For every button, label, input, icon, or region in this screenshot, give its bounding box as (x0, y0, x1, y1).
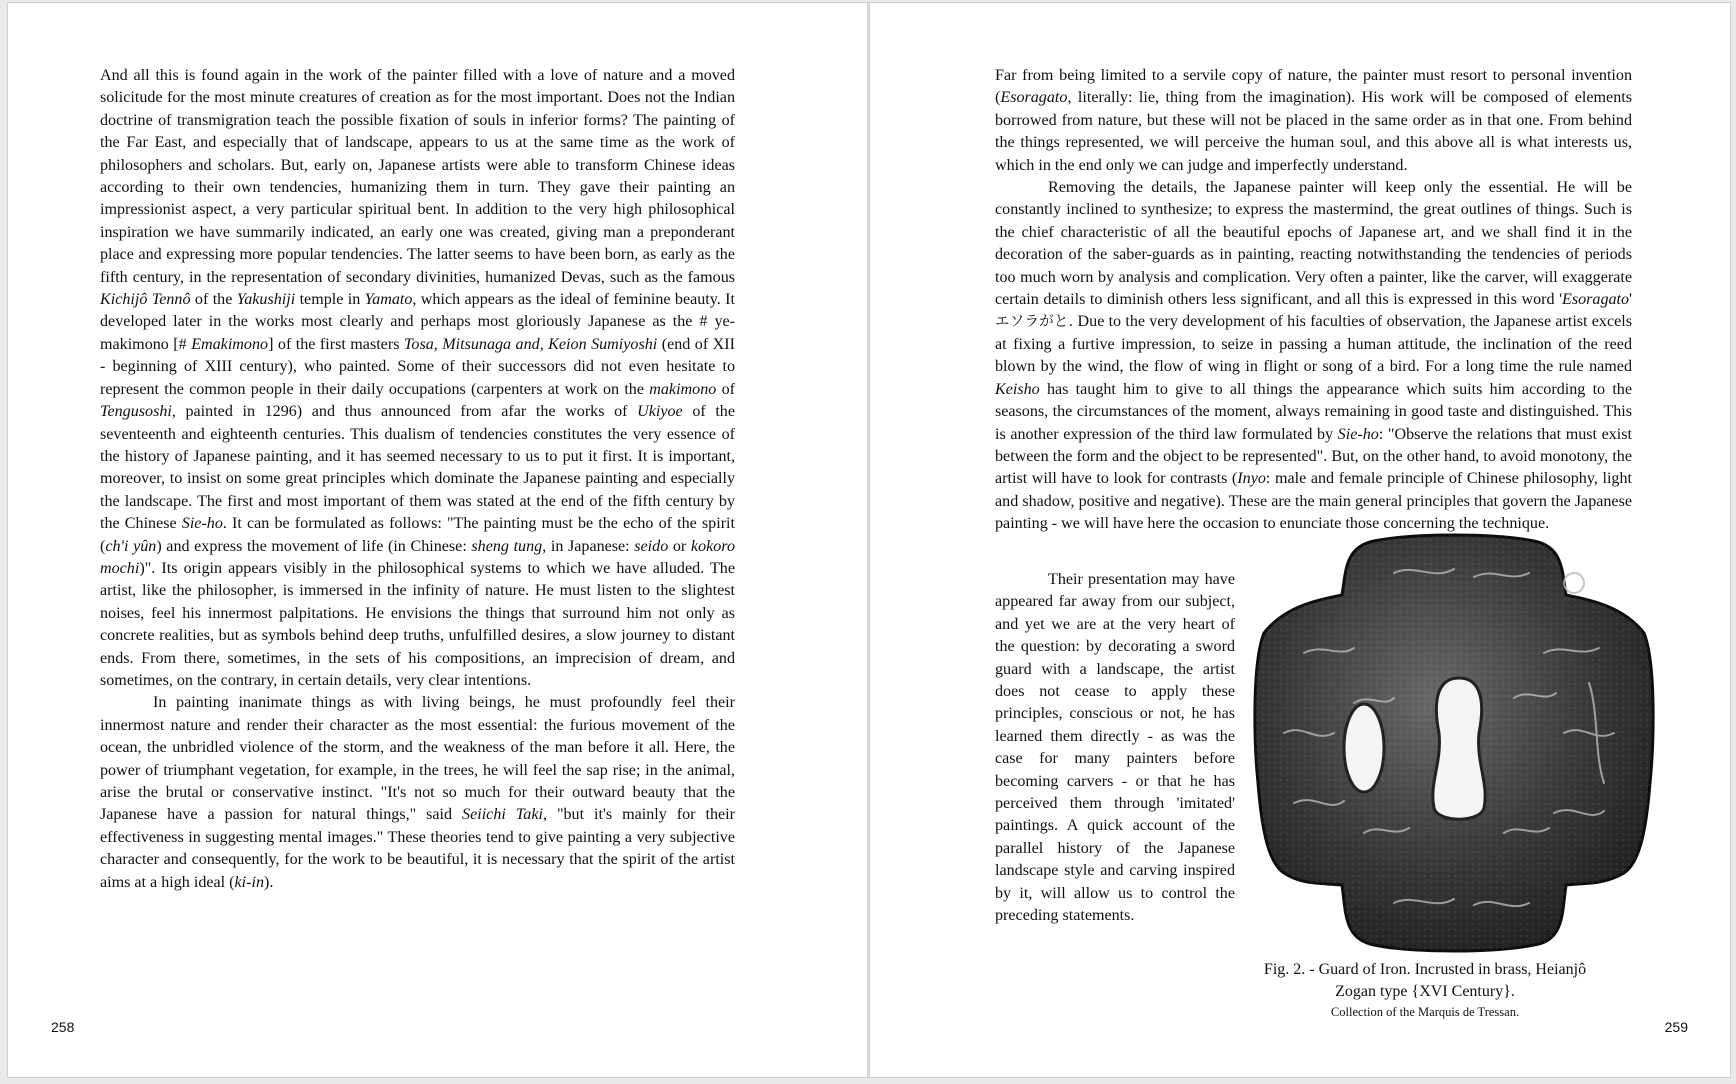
paragraph: And all this is found again in the work of the painter filled with a love of nature and a moved solicitude for the most minute creatures of creation as for the most important. Does not the Indian doctrine of transmigration teach the possible fixation of souls in inferior forms? The painting of the Far East, and especially that of landscape, appears to us at the same time as the work of philosophers and scholars. But, early on, Japanese artists were able to transform Chinese ideas according to their own tendencies, humanizing them in turn. They gave their painting an impressionist aspect, a very particular spiritual bent. In addition to the very high philosophical inspiration we have summarily indicated, an early one was created, giving man a preponderant place and expressing more popular tendencies. The latter seems to have been born, as early as the fifth century, in the representation of secondary divinities, humanized Devas, such as the famous Kichijô Tennô of the Yakushiji temple in Yamato, which appears as the ideal of feminine beauty. It developed later in the works most clearly and perhaps most gloriously Japanese as the # ye-makimono [# Emakimono] of the first masters Tosa, Mitsunaga and, Keion Sumiyoshi (end of XII - beginning of XIII century), who painted. Some of their successors did not even hesitate to represent the common people in their daily occupations (carpenters at work on the makimono of Tengusoshi, painted in 1296) and thus announced from afar the works of Ukiyoe of the seventeenth and eighteenth centuries. This dualism of tendencies constitutes the very essence of the history of Japanese painting, and it has seemed necessary to us to put it first. It is important, moreover, to insist on some great principles which dominate the Japanese painting and especially the landscape. The first and most important of them was stated at the end of the fifth century by the Chinese Sie-ho. It can be formulated as follows: "The painting must be the echo of the spirit (ch'i yûn) and express the movement of life (in Chinese: sheng tung, in Japanese: seido or kokoro mochi)". Its origin appears visibly in the philosophical systems to which we have alluded. The artist, like the philosopher, is immersed in the infinity of nature. He must listen to the slightest noises, feel his innermost palpitations. He envisions the things that surround him not only as concrete realities, but as symbols behind deep truths, unfulfilled desires, a slow journey to distant ends. From there, sometimes, in the sets of his compositions, an imprecision of dream, and sometimes, on the contrary, in certain details, very clear intentions. (100, 67, 736, 689)
figure-credit: Collection of the Marquis de Tressan. (1330, 1005, 1520, 1019)
left-page (8, 3, 870, 1077)
caption-line: Fig. 2. - Guard of Iron. Incrusted in brass, Heianjô (1263, 961, 1587, 978)
page-number: 259 (1664, 1019, 1688, 1035)
figure-caption (1240, 959, 1610, 1021)
paragraph: Removing the details, the Japanese painter will keep only the essential. He will be constantly inclined to synthesize; to express the mastermind, the great outlines of things. Such is the chief characteristic of all the beautiful epochs of Japanese art, and we shall find it in the decoration of the saber-guards as in painting, reacting notwithstanding the tendencies of periods too much worn by analysis and complication. Very often a painter, like the carver, will exaggerate certain details to diminish others less significant, and all this is expressed in this word 'Esoragato' エソラがと. Due to the very development of his faculties of observation, the Japanese artist excels at fixing a furtive impression, to seize in passing a human attitude, the inclination of the reed blown by the wind, the flow of wing in flight or song of a bird. For a long time the rule named Keisho has taught him to give to all things the appearance which suits him according to the seasons, the circumstances of the moment, always remaining in good taste and distinguished. This is another expression of the third law formulated by Sie-ho: "Observe the relations that must exist between the form and the object to be represented". But, on the other hand, to avoid monotony, the artist will have to look for contrasts (Inyo: male and female principle of Chinese philosophy, light and shadow, positive and negative). These are the main general principles that govern the Japanese painting - we will have here the occasion to enunciate those concerning the technique. (995, 179, 1632, 533)
right-page-body (995, 65, 1632, 536)
figure-side-text (995, 569, 1235, 928)
right-page (870, 3, 1730, 1077)
caption-line: Zogan type {XVI Century}. (1335, 983, 1515, 1000)
left-page-body (100, 65, 735, 894)
page-number: 258 (51, 1019, 75, 1035)
paragraph: In painting inanimate things as with living beings, he must profoundly feel their innermost nature and render their character as the most essential: the furious movement of the ocean, the unbridled violence of the storm, and the weakness of the man before it all. Here, the power of triumphant vegetation, for example, in the trees, he will feel the sap rise; in the animal, arise the brutal or conservative instinct. "It's not so much for their outward beauty that the Japanese have a passion for natural things," said Seiichi Taki, "but it's mainly for their effectiveness in suggesting mental images." These theories tend to give painting a very subjective character and consequently, for the work to be beautiful, it is necessary that the spirit of the artist aims at a high ideal (ki-in). (100, 694, 736, 891)
paragraph: Their presentation may have appeared far away from our subject, and yet we are at the very heart of the question: by decorating a sword guard with a landscape, the artist does not cease to apply these principles, conscious or not, he has learned them directly - as was the case for many painters before becoming carvers - or that he has perceived them through 'imitated' paintings. A quick account of the parallel history of the Japanese landscape style and carving inspired by it, will allow us to control the preceding statements. (995, 571, 1235, 925)
paragraph: Far from being limited to a servile copy of nature, the painter must resort to personal invention (Esoragato, literally: lie, thing from the imagination). His work will be composed of elements borrowed from nature, but these will not be placed in the same order as in that one. From behind the things represented, we will perceive the human soul, and this above all is what interests us, which in the end only we can judge and imperfectly understand. (995, 67, 1632, 174)
sword-guard-image (1244, 533, 1664, 953)
